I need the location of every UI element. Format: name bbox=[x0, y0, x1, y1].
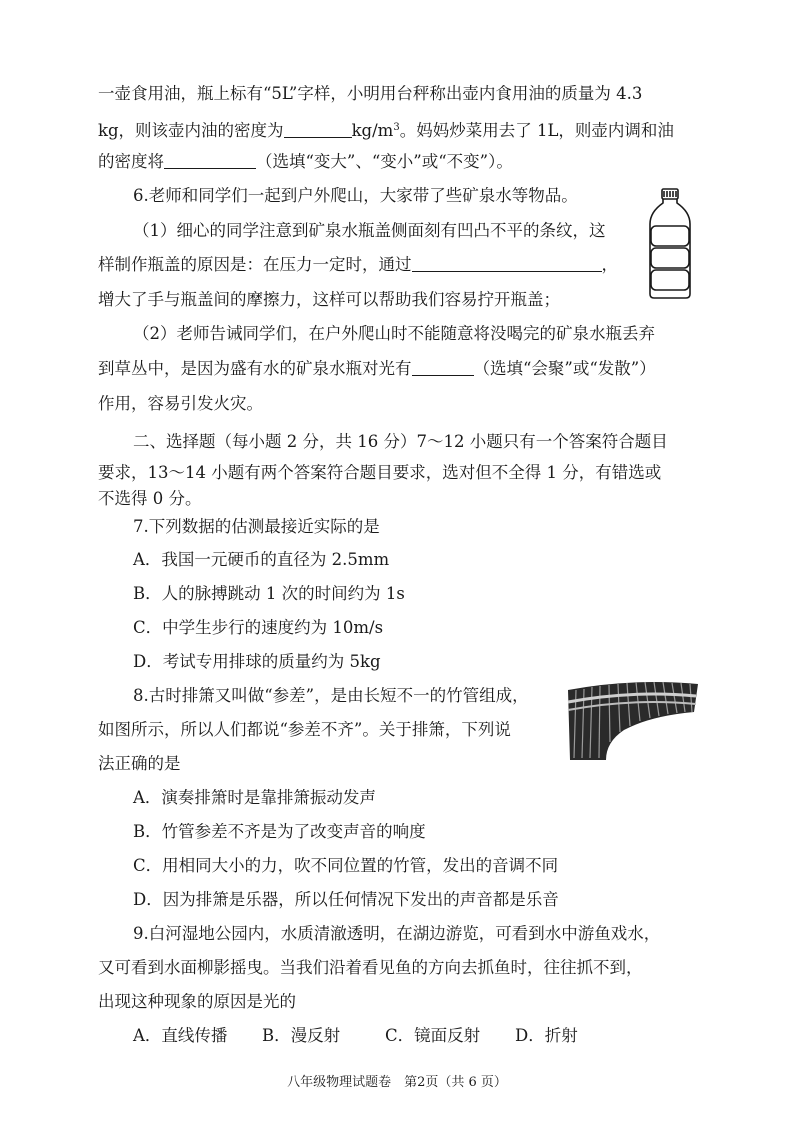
q7-option-b[interactable]: B．人的脉搏跳动 1 次的时间约为 1s bbox=[133, 584, 405, 603]
q9-line-2: 又可看到水面柳影摇曳。当我们沿着看见鱼的方向去抓鱼时，往往抓不到， bbox=[98, 958, 643, 977]
q6-part2-line-1: （2）老师告诫同学们，在户外爬山时不能随意将没喝完的矿泉水瓶丢弃 bbox=[133, 324, 655, 343]
q5-change-blank[interactable] bbox=[164, 152, 256, 169]
q8-line-1: 8.古时排箫又叫做“参差”，是由长短不一的竹管组成， bbox=[133, 686, 529, 705]
q8-line-2: 如图所示，所以人们都说“参差不齐”。关于排箫，下列说 bbox=[98, 720, 511, 739]
q6-part1-line-3: 增大了手与瓶盖间的摩擦力，这样可以帮助我们容易拧开瓶盖； bbox=[98, 290, 560, 309]
q6-part2-line-2-text-a: 到草丛中，是因为盛有水的矿泉水瓶对光有 bbox=[98, 359, 412, 378]
section2-line-3: 不选得 0 分。 bbox=[98, 489, 202, 508]
q5-unit-sup: 3 bbox=[393, 122, 400, 133]
q5-line-2 bbox=[98, 117, 674, 142]
q8-line-3: 法正确的是 bbox=[98, 754, 181, 773]
q9-line-1: 9.白河湿地公园内，水质清澈透明，在湖边游览，可看到水中游鱼戏水， bbox=[133, 924, 661, 943]
q7-option-c[interactable]: C．中学生步行的速度约为 10m/s bbox=[133, 618, 384, 637]
q7-stem: 7.下列数据的估测最接近实际的是 bbox=[133, 517, 380, 536]
q9-option-d[interactable]: D．折射 bbox=[515, 1026, 578, 1045]
q6-part2-line-3: 作用，容易引发火灾。 bbox=[98, 394, 263, 413]
q6-lens-blank[interactable] bbox=[412, 359, 474, 376]
q7-option-d[interactable]: D．考试专用排球的质量约为 5kg bbox=[133, 652, 381, 671]
q6-stem: 6.老师和同学们一起到户外爬山，大家带了些矿泉水等物品。 bbox=[133, 186, 578, 205]
q5-line-2-text-a: kg，则该壶内油的密度为 bbox=[98, 121, 284, 140]
q8-option-d[interactable]: D．因为排箫是乐器，所以任何情况下发出的声音都是乐音 bbox=[133, 890, 559, 909]
q6-part1-line-2 bbox=[98, 254, 618, 276]
q9-option-a[interactable]: A．直线传播 bbox=[133, 1026, 228, 1045]
q7-option-a[interactable]: A．我国一元硬币的直径为 2.5mm bbox=[133, 550, 390, 569]
section2-line-2: 要求，13～14 小题有两个答案符合题目要求，选对但不全得 1 分，有错选或 bbox=[98, 463, 662, 482]
q9-option-c[interactable]: C．镜面反射 bbox=[385, 1026, 481, 1045]
q5-line-2-text-b: 。妈妈炒菜用去了 1L，则壶内调和油 bbox=[399, 121, 674, 140]
q5-line-3 bbox=[98, 151, 513, 173]
q5-line-1: 一壶食用油，瓶上标有“5L”字样，小明用台秤称出壶内食用油的质量为 4.3 bbox=[98, 84, 643, 103]
q6-part2-line-2-text-b: （选填“会聚”或“发散”） bbox=[473, 359, 656, 378]
q6-part1-line-2-text-b: ， bbox=[601, 255, 618, 274]
q6-friction-blank[interactable] bbox=[412, 255, 602, 272]
q5-line-3-text-b: （选填“变大”、“变小”或“不变”）。 bbox=[256, 152, 513, 171]
q6-part1-line-2-text-a: 样制作瓶盖的原因是：在压力一定时，通过 bbox=[98, 255, 412, 274]
pan-flute-figure bbox=[566, 676, 700, 762]
q8-option-c[interactable]: C．用相同大小的力，吹不同位置的竹管，发出的音调不同 bbox=[133, 856, 559, 875]
q8-option-b[interactable]: B．竹管参差不齐是为了改变声音的响度 bbox=[133, 822, 426, 841]
q6-part1-line-1: （1）细心的同学注意到矿泉水瓶盖侧面刻有凹凸不平的条纹，这 bbox=[133, 221, 606, 240]
q9-option-b[interactable]: B．漫反射 bbox=[262, 1026, 341, 1045]
page-footer: 八年级物理试题卷 第2页（共 6 页） bbox=[287, 1075, 507, 1090]
water-bottle-figure bbox=[646, 188, 694, 300]
q9-line-3: 出现这种现象的原因是光的 bbox=[98, 992, 296, 1011]
q8-option-a[interactable]: A．演奏排箫时是靠排箫振动发声 bbox=[133, 788, 376, 807]
q5-unit: kg/m bbox=[351, 121, 394, 140]
q5-density-blank[interactable] bbox=[284, 121, 352, 138]
section2-line-1: 二、选择题（每小题 2 分，共 16 分）7～12 小题只有一个答案符合题目 bbox=[133, 432, 668, 451]
q5-line-3-text-a: 的密度将 bbox=[98, 152, 164, 171]
q6-part2-line-2 bbox=[98, 358, 656, 380]
